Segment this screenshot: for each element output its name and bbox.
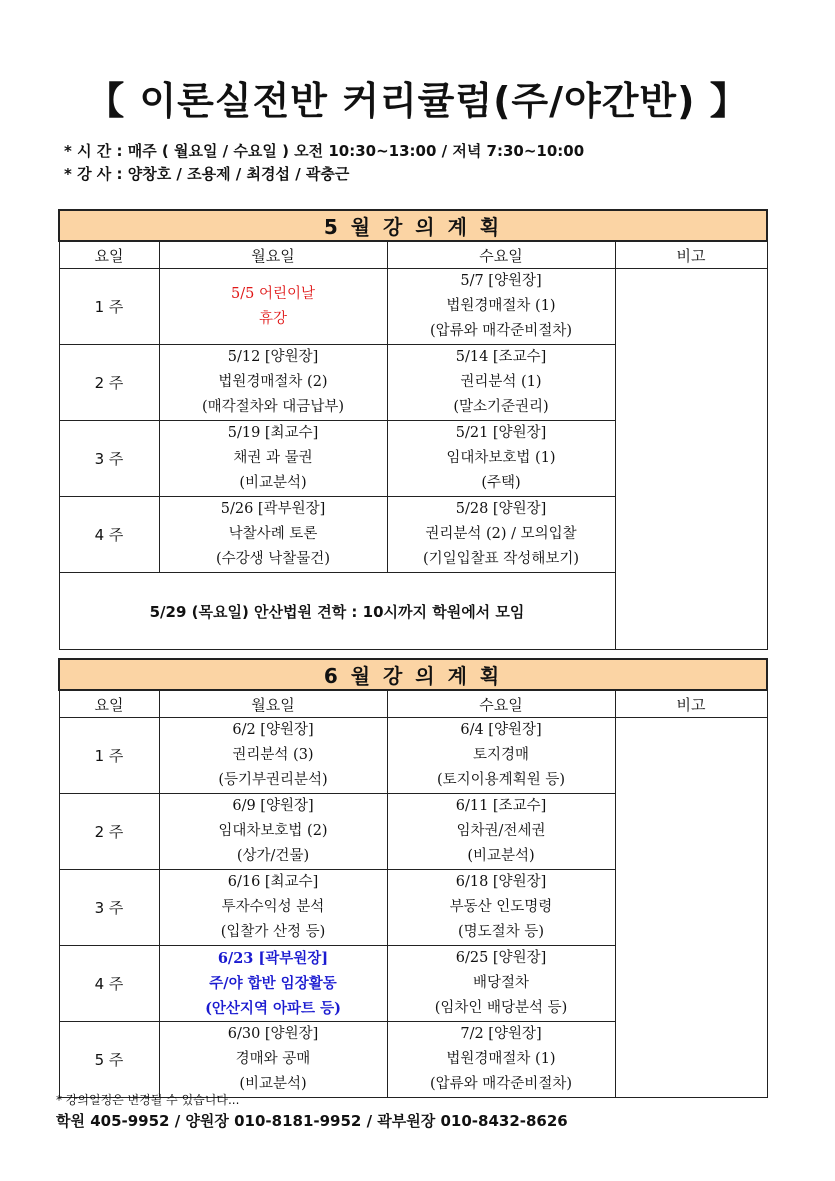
lecture-topic: 권리분석 (2) / 모의입찰 [425,526,577,542]
lecture-topic: 법원경매절차 (1) [446,298,556,314]
table-row [59,269,767,345]
lecture-detail: (말소기준권리) [453,399,549,415]
lecture-topic: 임대차보호법 (2) [218,823,328,839]
lecture-detail: (압류와 매각준비절차) [430,1076,572,1092]
may-section-title: 5 월 강 의 계 획 [59,210,767,241]
week-label: 4 주 [59,946,159,1022]
wednesday-lecture-cell [387,794,615,870]
wednesday-lecture-cell [387,497,615,573]
monday-lecture-cell [159,497,387,573]
teacher-info: * 강 사 : 양창호 / 조용제 / 최경섭 / 곽충근 [64,165,350,183]
lecture-date: 5/12 [양원장] [227,349,319,365]
lecture-date: 5/26 [곽부원장] [220,501,326,517]
table-row [59,718,767,794]
lecture-date: 5/28 [양원장] [455,501,547,517]
lecture-date: 7/2 [양원장] [460,1026,542,1042]
lecture-date: 6/18 [양원장] [455,874,547,890]
schedule-time-info: * 시 간 : 매주 ( 월요일 / 수요일 ) 오전 10:30~13:00 / 저녁 7:30~10:00 [64,142,585,160]
week-label: 2 주 [59,345,159,421]
wednesday-lecture-cell [387,946,615,1022]
week-label: 3 주 [59,421,159,497]
lecture-detail: (명도절차 등) [458,924,544,940]
contact-info: 학원 405-9952 / 양원장 010-8181-9952 / 곽부원장 010-8432-8626 [56,1112,568,1130]
lecture-detail: (등기부권리분석) [218,772,328,788]
col-day-header: 요일 [59,690,159,718]
lecture-detail: (기일입찰표 작성해보기) [423,551,579,567]
lecture-detail: (입찰가 산정 등) [220,924,326,940]
june-schedule-table [58,658,768,1098]
week-label: 5 주 [59,1022,159,1098]
lecture-topic: 경매와 공매 [235,1051,311,1067]
schedule-change-footnote: * 강의일정은 변경될 수 있습니다... [56,1093,240,1107]
lecture-topic: 낙찰사례 토론 [228,526,318,542]
wednesday-lecture-cell [387,1022,615,1098]
week-label: 1 주 [59,269,159,345]
monday-lecture-cell [159,345,387,421]
wednesday-lecture-cell [387,870,615,946]
note-cell [615,269,767,650]
lecture-date: 5/14 [조교수] [455,349,547,365]
wednesday-lecture-cell [387,718,615,794]
wednesday-lecture-cell [387,269,615,345]
lecture-detail: (매각절차와 대금납부) [202,399,344,415]
lecture-topic: 채권 과 물권 [233,450,313,466]
week-label: 2 주 [59,794,159,870]
lecture-date: 6/30 [양원장] [227,1026,319,1042]
monday-lecture-cell [159,1022,387,1098]
lecture-topic: 법원경매절차 (1) [446,1051,556,1067]
lecture-date: 5/21 [양원장] [455,425,547,441]
holiday-note: 휴강 [258,310,287,327]
lecture-detail: (상가/건물) [236,848,310,864]
june-section-title: 6 월 강 의 계 획 [59,659,767,690]
note-cell [615,718,767,1098]
lecture-topic: 임대차보호법 (1) [446,450,556,466]
lecture-date: 6/16 [최교수] [227,874,319,890]
col-day-header: 요일 [59,241,159,269]
lecture-topic: 투자수익성 분석 [221,899,325,915]
lecture-detail: (수강생 낙찰물건) [216,551,330,567]
may-schedule-table [58,209,768,650]
lecture-date: 6/2 [양원장] [232,722,314,738]
lecture-date: 5/7 [양원장] [460,273,542,289]
col-wednesday-header: 수요일 [387,241,615,269]
lecture-date: 6/25 [양원장] [455,950,547,966]
col-monday-header: 월요일 [159,690,387,718]
lecture-date: 5/19 [최교수] [227,425,319,441]
lecture-topic: 권리분석 (3) [232,747,314,763]
lecture-topic: 주/야 합반 임장활동 [209,975,337,992]
lecture-detail: (토지이용계획원 등) [437,772,565,788]
col-note-header: 비고 [615,241,767,269]
lecture-date: 6/9 [양원장] [232,798,314,814]
lecture-detail: (비교분석) [239,475,307,491]
lecture-detail: (주택) [481,475,521,491]
monday-lecture-cell [159,718,387,794]
lecture-topic: 토지경매 [472,747,530,763]
week-label: 1 주 [59,718,159,794]
lecture-detail: (비교분석) [467,848,535,864]
page-title: 【 이론실전반 커리큘럼(주/야간반) 】 [86,79,749,123]
week-label: 3 주 [59,870,159,946]
lecture-topic: 임차권/전세권 [456,823,546,839]
lecture-topic: 권리분석 (1) [460,374,542,390]
lecture-detail: (안산지역 아파트 등) [205,1000,341,1017]
lecture-topic: 법원경매절차 (2) [218,374,328,390]
monday-lecture-cell [159,269,387,345]
lecture-topic: 배당절차 [472,975,530,991]
lecture-date: 6/4 [양원장] [460,722,542,738]
week-label: 4 주 [59,497,159,573]
monday-lecture-cell [159,794,387,870]
lecture-detail: (비교분석) [239,1076,307,1092]
field-trip-notice: 5/29 (목요일) 안산법원 견학 : 10시까지 학원에서 모임 [59,573,615,650]
col-wednesday-header: 수요일 [387,690,615,718]
lecture-detail: (압류와 매각준비절차) [430,323,572,339]
lecture-date: 6/11 [조교수] [455,798,547,814]
lecture-detail: (임차인 배당분석 등) [434,1000,568,1016]
monday-lecture-cell [159,946,387,1022]
wednesday-lecture-cell [387,421,615,497]
lecture-date: 6/23 [곽부원장] [217,950,329,967]
holiday-date: 5/5 어린이날 [231,285,315,302]
monday-lecture-cell [159,870,387,946]
col-note-header: 비고 [615,690,767,718]
col-monday-header: 월요일 [159,241,387,269]
wednesday-lecture-cell [387,345,615,421]
lecture-topic: 부동산 인도명령 [449,899,553,915]
monday-lecture-cell [159,421,387,497]
